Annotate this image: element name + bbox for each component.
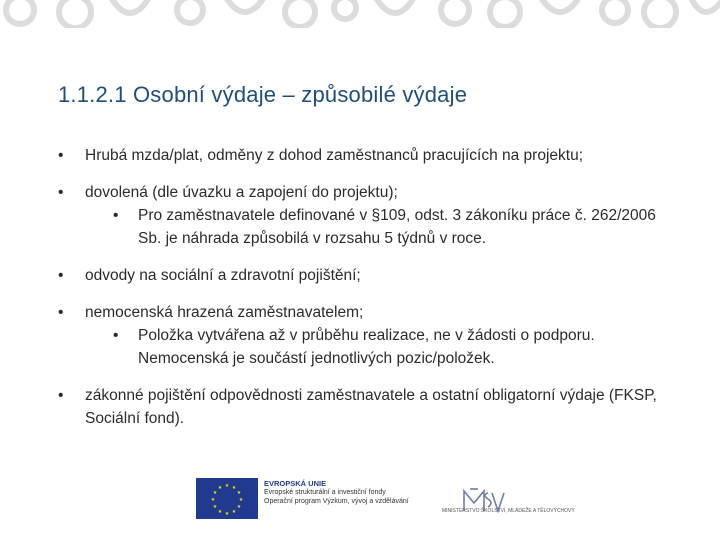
svg-text:★: ★ [231, 485, 237, 491]
sub-list-item-text: Položka vytvářena až v průběhu realizace, ne v žádosti o podporu. Nemocenská je součástí jednotlivých pozic/položek. [138, 327, 595, 367]
bullet-icon: • [58, 304, 64, 321]
svg-text:★: ★ [231, 509, 237, 515]
bullet-icon: • [58, 147, 64, 164]
svg-text:★: ★ [224, 483, 230, 489]
list-item [58, 384, 678, 430]
bullet-icon: • [58, 184, 64, 201]
decorative-banner [0, 0, 720, 34]
msmt-logo [446, 478, 526, 522]
list-item-text: zákonné pojištění odpovědnosti zaměstnavatele a ostatní obligatorní výdaje (FKSP, Sociální fond). [85, 387, 657, 427]
svg-text:★: ★ [210, 497, 216, 503]
list-item-text: Hrubá mzda/plat, odměny z dohod zaměstnanců pracujících na projektu; [85, 147, 583, 164]
bullet-icon: • [58, 387, 64, 404]
bullet-icon: • [113, 207, 119, 224]
list-item-text: dovolená (dle úvazku a zapojení do projektu); [85, 184, 398, 201]
list-item [58, 181, 678, 250]
svg-text:★: ★ [236, 504, 242, 510]
bullet-icon: • [58, 267, 64, 284]
slide-title: 1.1.2.1 Osobní výdaje – způsobilé výdaje [58, 82, 468, 107]
sub-list-item-text: Pro zaměstnavatele definované v §109, odst. 3 zákoníku práce č. 262/2006 Sb. je náhrada způsobilá v rozsahu 5 týdnů v roce. [138, 207, 656, 247]
svg-text:★: ★ [212, 504, 218, 510]
eu-program: Operační program Výzkum, vývoj a vzdělávání [264, 498, 409, 505]
eu-title: EVROPSKÁ UNIE [264, 479, 327, 488]
svg-text:★: ★ [238, 497, 244, 503]
svg-text:★: ★ [224, 511, 230, 517]
eu-flag-logo [196, 478, 258, 519]
svg-text:★: ★ [217, 509, 223, 515]
list-item-text: nemocenská hrazená zaměstnavatelem; [85, 304, 364, 321]
list-item [58, 264, 678, 287]
msmt-logo-text: MINISTERSTVO ŠKOLSTVÍ, MLÁDEŽE A TĚLOVÝCHOVY [442, 508, 575, 514]
bullet-list [58, 144, 678, 444]
list-item [58, 301, 678, 370]
eu-subtitle: Evropské strukturální a investiční fondy [264, 489, 386, 496]
sub-list-item [58, 324, 678, 370]
svg-text:★: ★ [217, 485, 223, 491]
list-item [58, 144, 678, 167]
bullet-icon: • [113, 327, 119, 344]
list-item-text: odvody na sociální a zdravotní pojištění; [85, 267, 361, 284]
eu-logo-text [264, 479, 409, 506]
sub-list-item [58, 204, 678, 250]
svg-text:★: ★ [236, 490, 242, 496]
svg-text:★: ★ [212, 490, 218, 496]
